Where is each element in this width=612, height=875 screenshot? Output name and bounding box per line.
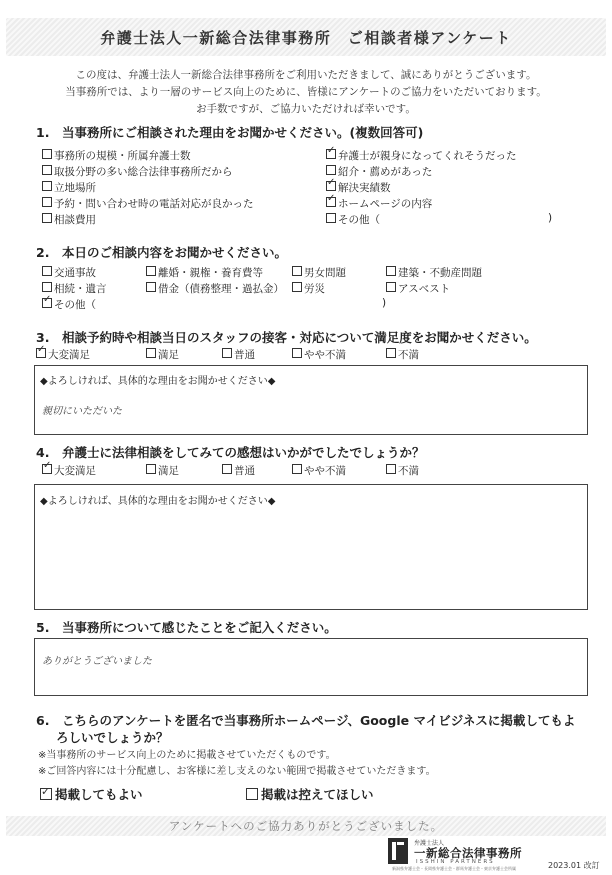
checkbox[interactable] xyxy=(386,266,396,276)
q1-other-close: ) xyxy=(548,212,553,224)
checkbox[interactable] xyxy=(292,282,302,292)
checkbox[interactable] xyxy=(42,181,52,191)
q6-note-1: ※当事務所のサービス向上のために掲載させていただくものです。 xyxy=(38,750,336,761)
q1-option[interactable]: ✓弁護士が親身になってくれそうだった xyxy=(326,148,517,163)
checkbox[interactable] xyxy=(246,788,258,800)
q3-handwritten-answer: 親切にいただいた xyxy=(42,406,122,417)
q1-title: 1. 当事務所にご相談された理由をお聞かせください。(複数回答可) xyxy=(36,125,424,140)
q2-option[interactable]: 相続・遺言 xyxy=(42,281,107,296)
checkbox[interactable] xyxy=(146,464,156,474)
checkbox-checked[interactable] xyxy=(40,788,52,800)
checkbox[interactable] xyxy=(326,165,336,175)
q5-handwritten-answer: ありがとうございました xyxy=(42,656,152,667)
intro-line-3: お手数ですが、ご協力いただければ幸いです。 xyxy=(196,103,416,115)
q5-title: 5. 当事務所について感じたことをご記入ください。 xyxy=(36,620,337,635)
q4-option[interactable]: 満足 xyxy=(146,463,179,478)
q1-option[interactable]: 取扱分野の多い総合法律事務所だから xyxy=(42,164,233,179)
checkbox-checked[interactable] xyxy=(326,197,336,207)
checkbox-checked[interactable] xyxy=(326,149,336,159)
q3-option[interactable]: ✓大変満足 xyxy=(36,347,90,362)
q2-option[interactable]: 交通事故 xyxy=(42,265,96,280)
logo-english-name: ISSHIN PARTNERS xyxy=(416,859,495,865)
checkbox[interactable] xyxy=(42,266,52,276)
q3-option[interactable]: やや不満 xyxy=(292,347,346,362)
thanks-message: アンケートへのご協力ありがとうございました。 xyxy=(168,819,444,833)
checkbox[interactable] xyxy=(146,348,156,358)
checkbox[interactable] xyxy=(42,197,52,207)
consent-no[interactable]: 掲載は控えてほしい xyxy=(246,785,374,803)
logo-small-text: 弁護士法人 xyxy=(414,840,445,847)
q3-reason-label: ◆よろしければ、具体的な理由をお聞かせください◆ xyxy=(40,376,276,387)
intro-line-1: この度は、弁護士法人一新総合法律事務所をご利用いただきまして、誠にありがとうございます。 xyxy=(75,69,537,81)
q1-option[interactable]: ✓ホームページの内容 xyxy=(326,196,432,211)
checkbox-checked[interactable] xyxy=(326,181,336,191)
q2-option[interactable]: 離婚・親権・養育費等 xyxy=(146,265,263,280)
q1-option[interactable]: 相談費用 xyxy=(42,212,96,227)
checkbox-checked[interactable] xyxy=(42,298,52,308)
checkbox[interactable] xyxy=(292,464,302,474)
q4-title: 4. 弁護士に法律相談をしてみての感想はいかがでしたでしょうか？ xyxy=(36,445,425,460)
q1-option[interactable]: ✓解決実績数 xyxy=(326,180,391,195)
q1-option[interactable]: 立地場所 xyxy=(42,180,96,195)
q3-title: 3. 相談予約時や相談当日のスタッフの接客・対応について満足度をお聞かせください。 xyxy=(36,330,537,345)
checkbox[interactable] xyxy=(42,149,52,159)
q1-option-other[interactable]: その他（ xyxy=(326,212,380,227)
q6-title-line-1: 6. こちらのアンケートを匿名で当事務所ホームページ、Google マイビジネスに掲載してもよ xyxy=(36,713,576,728)
q2-option-other[interactable]: ✓その他（ xyxy=(42,297,96,312)
checkbox[interactable] xyxy=(146,266,156,276)
checkbox[interactable] xyxy=(42,165,52,175)
q3-option[interactable]: 不満 xyxy=(386,347,419,362)
checkbox[interactable] xyxy=(292,348,302,358)
checkbox-checked[interactable] xyxy=(42,464,52,474)
q4-reason-label: ◆よろしければ、具体的な理由をお聞かせください◆ xyxy=(40,496,276,507)
firm-logo-icon xyxy=(388,838,408,864)
q3-option[interactable]: 満足 xyxy=(146,347,179,362)
revision-date: 2023.01 改訂 xyxy=(548,861,600,870)
checkbox[interactable] xyxy=(326,213,336,223)
q2-option[interactable]: アスベスト xyxy=(386,281,450,296)
q4-option[interactable]: 不満 xyxy=(386,463,419,478)
checkbox[interactable] xyxy=(292,266,302,276)
q5-answer-box[interactable] xyxy=(34,638,588,696)
checkbox[interactable] xyxy=(222,348,232,358)
page-title: 弁護士法人一新総合法律事務所 ご相談者様アンケート xyxy=(100,29,512,47)
q4-option[interactable]: 普通 xyxy=(222,463,255,478)
q2-other-close: ) xyxy=(382,297,387,309)
checkbox[interactable] xyxy=(386,464,396,474)
q6-title-line-2: ろしいでしょうか？ xyxy=(56,730,169,745)
logo-firm-name: 一新総合法律事務所 xyxy=(414,846,522,860)
checkbox[interactable] xyxy=(42,282,52,292)
logo-fine-print: 新潟県弁護士会・長岡県弁護士会・群馬弁護士会・東京弁護士会所属 xyxy=(392,866,516,871)
consent-yes[interactable]: ✓掲載してもよい xyxy=(40,785,143,803)
q2-option[interactable]: 借金（債務整理・過払金） xyxy=(146,281,284,296)
q4-option[interactable]: やや不満 xyxy=(292,463,346,478)
q4-option[interactable]: ✓大変満足 xyxy=(42,463,96,478)
q2-title: 2. 本日のご相談内容をお聞かせください。 xyxy=(36,245,287,260)
intro-line-2: 当事務所では、より一層のサービス向上のために、皆様にアンケートのご協力をいただいております。 xyxy=(65,86,547,98)
checkbox[interactable] xyxy=(146,282,156,292)
checkbox[interactable] xyxy=(222,464,232,474)
q2-option[interactable]: 男女問題 xyxy=(292,265,346,280)
q6-note-2: ※ご回答内容には十分配慮し、お客様に差し支えのない範囲で掲載させていただきます。 xyxy=(38,766,436,777)
q1-option[interactable]: 予約・問い合わせ時の電話対応が良かった xyxy=(42,196,254,211)
checkbox[interactable] xyxy=(386,348,396,358)
q1-option[interactable]: 紹介・薦めがあった xyxy=(326,164,432,179)
q2-option[interactable]: 建築・不動産問題 xyxy=(386,265,482,280)
checkbox[interactable] xyxy=(42,213,52,223)
checkbox-checked[interactable] xyxy=(36,348,46,358)
checkbox[interactable] xyxy=(386,282,396,292)
q1-option[interactable]: 事務所の規模・所属弁護士数 xyxy=(42,148,191,163)
q2-option[interactable]: 労災 xyxy=(292,281,325,296)
q3-option[interactable]: 普通 xyxy=(222,347,255,362)
